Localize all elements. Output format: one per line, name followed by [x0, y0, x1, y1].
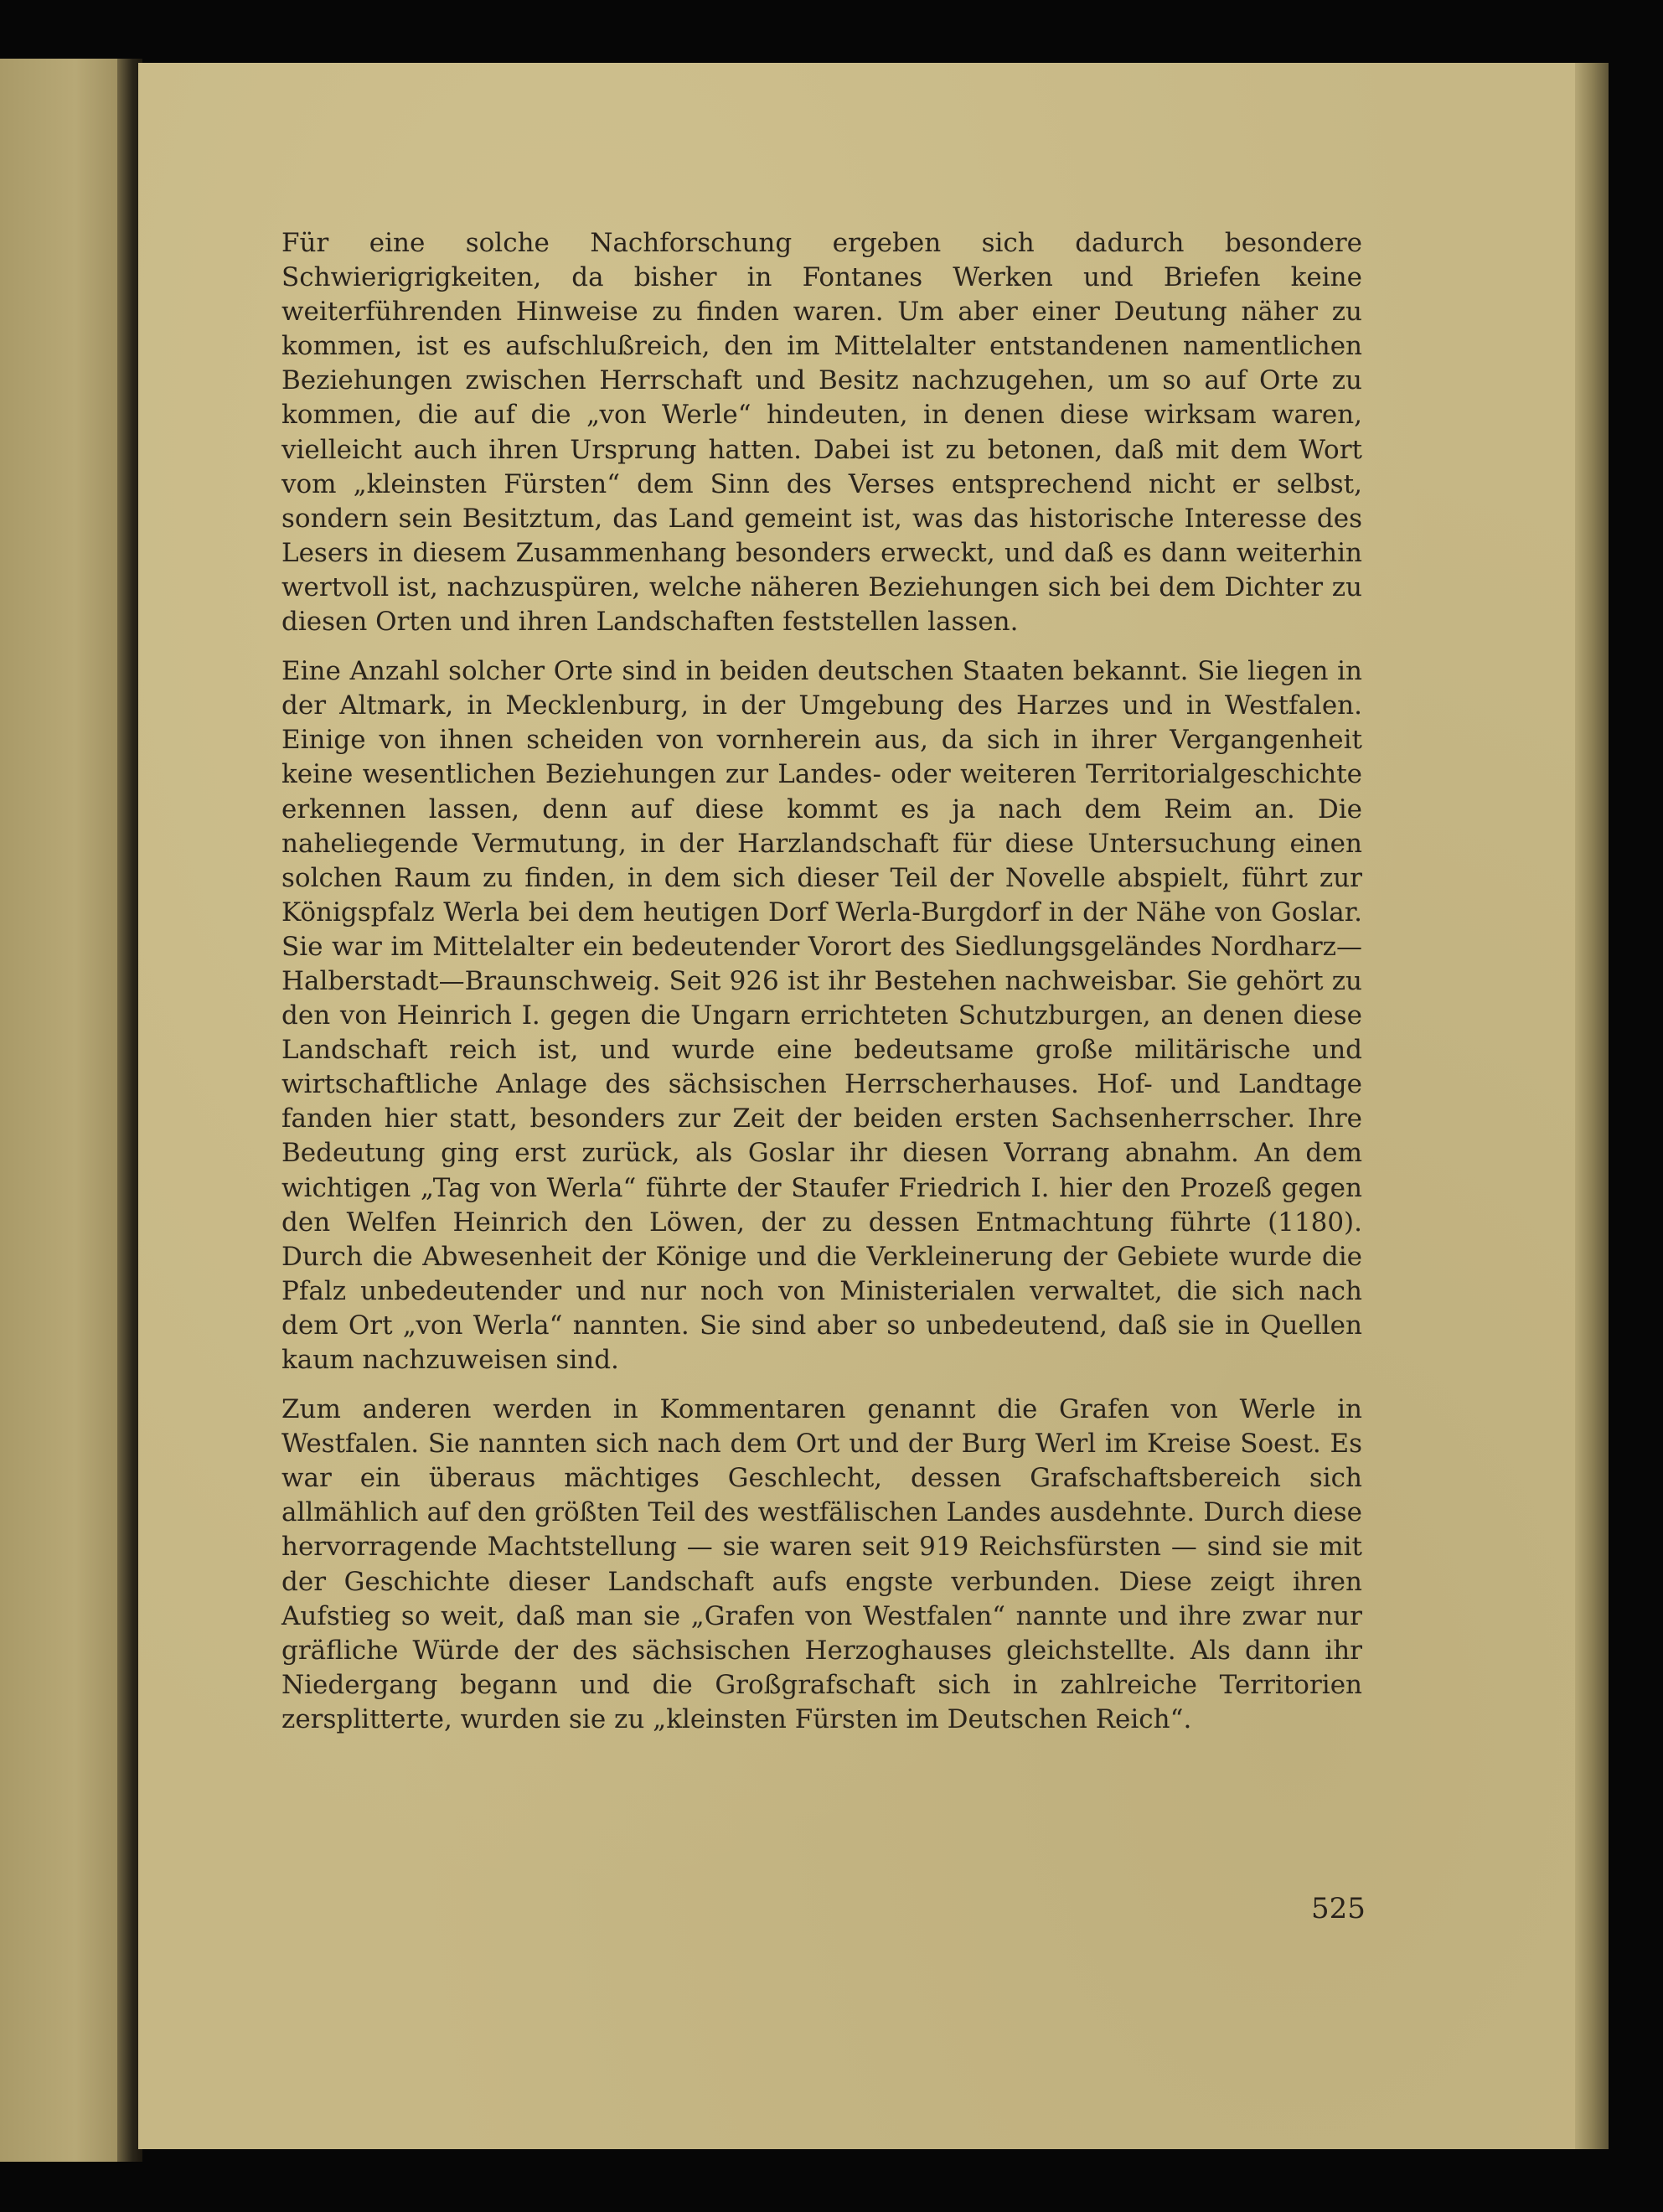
paragraph-1: Für eine solche Nachforschung ergeben sich dadurch besondere Schwierigrigkeiten, da bisher in Fontanes Werken und Briefen keine weiterführenden Hinweise zu finden waren. Um aber einer Deutung näher zu kommen, ist es aufschlußreich, den im Mittelalter entstandenen namentlichen Beziehungen zwischen Herrschaft und Besitz nachzugehen, um so auf Orte zu kommen, die auf die „von Werle“ hindeuten, in denen diese wirksam waren, vielleicht auch ihren Ursprung hatten. Dabei ist zu betonen, daß mit dem Wort vom „kleinsten Fürsten“ dem Sinn des Verses entsprechend nicht er selbst, sondern sein Besitztum, das Land gemeint ist, was das historische Interesse des Lesers in diesem Zusammenhang besonders erweckt, und daß es dann weiterhin wertvoll ist, nachzuspüren, welche näheren Beziehungen sich bei dem Dichter zu diesen Orten und ihren Landschaften feststellen lassen. — [281, 228, 1362, 638]
body-text — [281, 226, 1362, 1752]
right-page-edge — [1575, 63, 1609, 2149]
paragraph-3: Zum anderen werden in Kommentaren genannt die Grafen von Werle in Westfalen. Sie nannten sich nach dem Ort und der Burg Werl im Kreise Soest. Es war ein überaus mächtiges Geschlecht, dessen Grafschaftsbereich sich allmählich auf den größten Teil des westfälischen Landes ausdehnte. Durch diese hervorragende Machtstellung — sie waren seit 919 Reichsfürsten — sind sie mit der Geschichte dieser Landschaft aufs engste verbunden. Diese zeigt ihren Aufstieg so weit, daß man sie „Grafen von Westfalen“ nannte und ihre zwar nur gräfliche Würde der des sächsischen Herzoghauses gleichstellte. Als dann ihr Niedergang begann und die Großgrafschaft sich in zahlreiche Territorien zersplitterte, wurden sie zu „kleinsten Fürsten im Deutschen Reich“. — [281, 1394, 1362, 1734]
left-page-edge — [0, 59, 126, 2162]
paragraph-2: Eine Anzahl solcher Orte sind in beiden deutschen Staaten bekannt. Sie liegen in der Altmark, in Mecklenburg, in der Umgebung des Harzes und in Westfalen. Einige von ihnen scheiden von vornherein aus, da sich in ihrer Vergangenheit keine wesentlichen Beziehungen zur Landes- oder weiteren Territorialgeschichte erkennen lassen, denn auf diese kommt es ja nach dem Reim an. Die naheliegende Vermutung, in der Harzlandschaft für diese Untersuchung einen solchen Raum zu finden, in dem sich dieser Teil der Novelle abspielt, führt zur Königspfalz Werla bei dem heutigen Dorf Werla-Burgdorf in der Nähe von Goslar. Sie war im Mittelalter ein bedeutender Vorort des Siedlungsgeländes Nordharz—Halberstadt—Braunschweig. Seit 926 ist ihr Bestehen nachweisbar. Sie gehört zu den von Heinrich I. gegen die Ungarn errichteten Schutzburgen, an denen diese Landschaft reich ist, und wurde eine bedeutsame große militärische und wirtschaftliche Anlage des sächsischen Herrscherhauses. Hof- und Landtage fanden hier statt, besonders zur Zeit der beiden ersten Sachsenherrscher. Ihre Bedeutung ging erst zurück, als Goslar ihr diesen Vorrang abnahm. An dem wichtigen „Tag von Werla“ führte der Staufer Friedrich I. hier den Prozeß gegen den Welfen Heinrich den Löwen, der zu dessen Entmachtung führte (1180). Durch die Abwesenheit der Könige und die Verkleinerung der Gebiete wurde die Pfalz unbedeutender und nur noch von Ministerialen verwaltet, die sich nach dem Ort „von Werla“ nannten. Sie sind aber so unbedeutend, daß sie in Quellen kaum nachzuweisen sind. — [281, 656, 1362, 1375]
page-number: 525 — [1311, 1892, 1366, 1925]
